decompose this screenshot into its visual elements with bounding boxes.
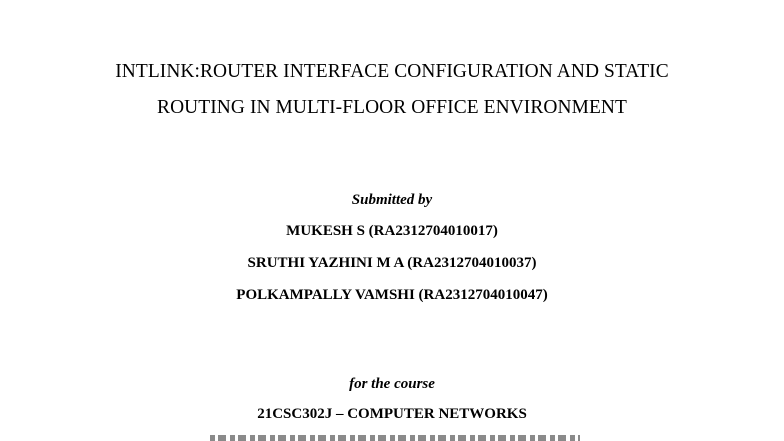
author-3: POLKAMPALLY VAMSHI (RA2312704010047) bbox=[236, 287, 548, 303]
course-name: 21CSC302J – COMPUTER NETWORKS bbox=[257, 406, 527, 422]
author-1: MUKESH S (RA2312704010017) bbox=[286, 223, 498, 239]
for-the-course-label: for the course bbox=[349, 376, 435, 392]
partial-text-fragment bbox=[210, 435, 580, 441]
title-line-2: ROUTING IN MULTI-FLOOR OFFICE ENVIRONMENT bbox=[157, 96, 627, 118]
cut-off-text-line bbox=[210, 433, 580, 441]
submitted-by-label: Submitted by bbox=[351, 192, 433, 208]
title-line-1: INTLINK:ROUTER INTERFACE CONFIGURATION AND STATIC bbox=[115, 60, 669, 82]
author-2: SRUTHI YAZHINI M A (RA2312704010037) bbox=[247, 255, 537, 271]
